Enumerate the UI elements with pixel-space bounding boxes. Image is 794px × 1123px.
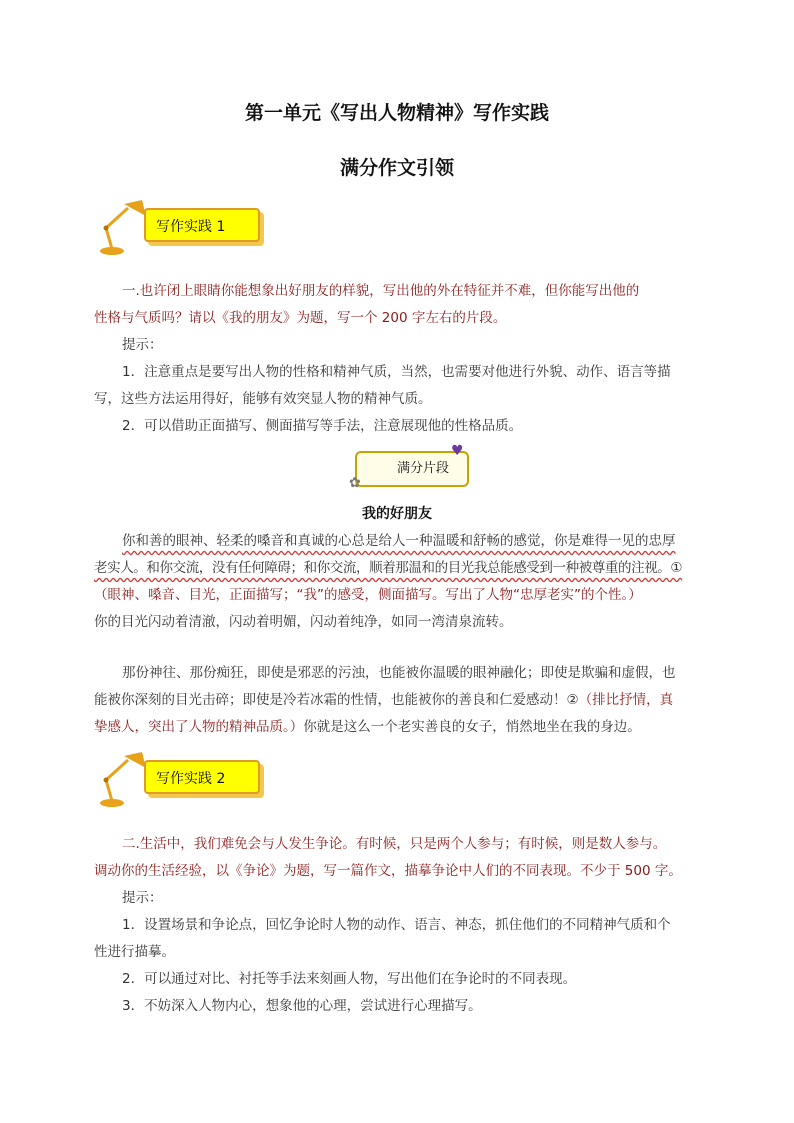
hint-item-cont: 性进行描摹。 (94, 944, 175, 960)
hint-item: 1．设置场景和争论点，回忆争论时人物的动作、语言、神态，抓住他们的不同精神气质和个 (122, 917, 671, 933)
model-fragment-tag-label: 满分片段 (397, 461, 450, 476)
essay-annotation: （排比抒情，真 (578, 692, 674, 708)
essay-title: 我的好朋友 (362, 506, 432, 522)
essay-paragraph-1 (96, 528, 706, 636)
practice-badge-1 (98, 198, 268, 258)
heart-icon: ♥ (451, 443, 464, 459)
hint-item: 2．可以通过对比、衬托等手法来刻画人物，写出他们在争论时的不同表现。 (122, 971, 577, 987)
prompt-line: 一.也许闭上眼睛你能想象出好朋友的样貌，写出他的外在特征并不难，但你能写出他的 (122, 283, 640, 299)
hint-label: 提示： (122, 890, 163, 906)
bunny-icon: ✿ (349, 475, 361, 491)
hint-item: 2．可以借助正面描写、侧面描写等手法，注意展现他的性格品质。 (122, 418, 523, 434)
prompt-line: 性格与气质吗？请以《我的朋友》为题，写一个 200 字左右的片段。 (94, 310, 507, 326)
practice-badge-2 (98, 750, 268, 810)
practice-badge-box (144, 760, 260, 794)
essay-line: 你的目光闪动着清澈，闪动着明媚，闪动着纯净，如同一湾清泉流转。 (94, 614, 513, 630)
model-fragment-tag (349, 443, 467, 491)
practice-badge-label: 写作实践 1 (156, 219, 226, 235)
practice-badge-label: 写作实践 2 (156, 771, 226, 787)
essay-annotation: 挚感人，突出了人物的精神品质。） (94, 719, 304, 735)
hint-label: 提示： (122, 337, 163, 353)
prompt-line: 调动你的生活经验，以《争论》为题，写一篇作文，描摹争论中人们的不同表现。不少于 500 字。 (94, 863, 682, 879)
hint-item-cont: 写，这些方法运用得好，能够有效突显人物的精神气质。 (94, 391, 432, 407)
essay-paragraph-2 (96, 660, 706, 741)
essay-annotation: （眼神、嗓音、目光，正面描写；“我”的感受，侧面描写。写出了人物“忠厚老实”的个性。） (94, 587, 642, 603)
hint-item: 1．注意重点是要写出人物的性格和精神气质，当然，也需要对他进行外貌、动作、语言等描 (122, 364, 671, 380)
essay-line: 你就是这么一个老实善良的女子，悄然地坐在我的身边。 (303, 719, 641, 735)
prompt-line: 二.生活中，我们难免会与人发生争论。有时候，只是两个人参与；有时候，则是数人参与。 (122, 836, 667, 852)
practice-badge-box (144, 208, 260, 242)
page-subtitle: 满分作文引领 (339, 157, 454, 179)
essay-line: 那份神往、那份痴狂，即使是邪恶的污浊，也能被你温暖的眼神融化；即使是欺骗和虚假，也 (122, 665, 676, 681)
practice2-prompt (96, 831, 706, 885)
practice1-prompt (96, 278, 706, 332)
essay-line: 你和善的眼神、轻柔的嗓音和真诚的心总是给人一种温暖和舒畅的感觉，你是难得一见的忠厚 (122, 533, 676, 549)
practice2-hints (96, 885, 706, 1020)
essay-line: 能被你深刻的目光击碎；即使是冷若冰霜的性情，也能被你的善良和仁爱感动！② (94, 692, 579, 708)
essay-line: 老实人。和你交流，没有任何障碍；和你交流，顺着那温和的目光我总能感受到一种被尊重的注视。① (94, 560, 683, 576)
hint-item: 3．不妨深入人物内心，想象他的心理，尝试进行心理描写。 (122, 998, 482, 1014)
practice1-hints (96, 332, 706, 440)
page-title: 第一单元《写出人物精神》写作实践 (244, 102, 549, 124)
